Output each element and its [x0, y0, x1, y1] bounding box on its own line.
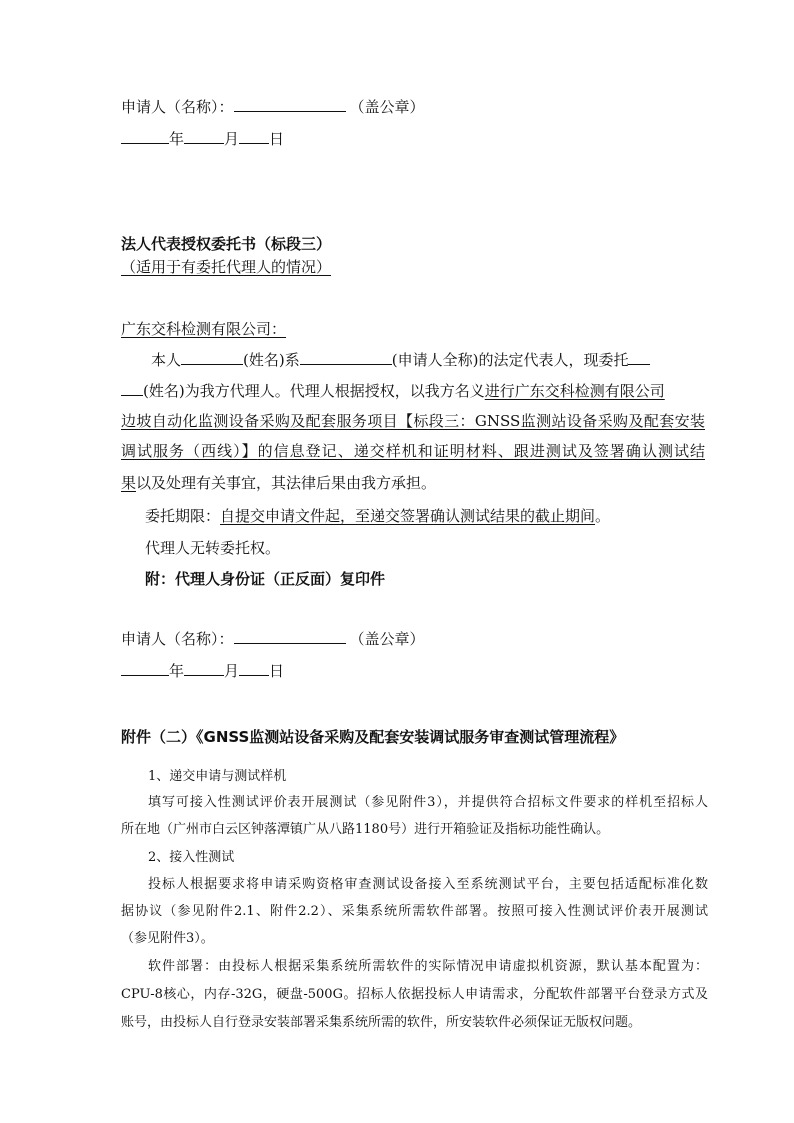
applicant-label: 申请人（名称）： [121, 98, 234, 116]
text-segment: 本人 [151, 351, 182, 369]
text-segment: (申请人全称)的法定代表人，现委托 [391, 351, 629, 369]
applicant-line-1 [121, 96, 425, 117]
paragraph-line-4 [121, 440, 705, 461]
date-line-1 [121, 128, 284, 149]
item2-line-1: 投标人根据要求将申请采购资格审查测试设备接入至系统测试平台，主要包括适配标准化数 [148, 877, 708, 892]
text-segment: (姓名)系 [243, 351, 300, 369]
underlined-segment: 果 [121, 474, 137, 492]
item1-heading: 1、递交申请与测试样机 [148, 769, 287, 784]
item3-line-1: 软件部署：由投标人根据采集系统所需软件的实际情况申请虚拟机资源，默认基本配置为： [148, 959, 708, 974]
item3-line-2: CPU-8核心，内存-32G，硬盘-500G。招标人依据投标人申请需求，分配软件部署平台登录方式及 [121, 987, 708, 1002]
seal-label: （盖公章） [349, 98, 425, 116]
no-subdelegation: 代理人无转委托权。 [145, 539, 281, 557]
authorization-title: 法人代表授权委托书（标段三） [121, 235, 332, 253]
paragraph-line-3: 边坡自动化监测设备采购及配套服务项目【标段三：GNSS监测站设备采购及配套安装 [121, 412, 705, 430]
recipient: 广东交科检测有限公司： [121, 320, 287, 338]
year-blank[interactable] [121, 129, 169, 144]
month-label: 月 [224, 662, 240, 680]
applicant-label: 申请人（名称）： [121, 630, 234, 648]
term-line [145, 505, 610, 526]
paragraph-line-2 [121, 380, 665, 401]
date-line-2 [121, 660, 284, 681]
paragraph-line-5 [121, 472, 436, 493]
agent-name-blank-a[interactable] [628, 350, 650, 365]
underlined-segment: 的信息登记、递交样机和证明材料、跟进测试及签署确认测试结 [257, 442, 705, 460]
underlined-segment: 进行广东交科检测有限公司 [484, 382, 665, 400]
term-value: 自提交申请文件起，至递交签署确认测试结果的截止期间 [220, 507, 596, 525]
text-segment: 以及处理有关事宜，其法律后果由我方承担。 [136, 474, 437, 492]
month-blank[interactable] [184, 129, 224, 144]
day-blank[interactable] [239, 129, 269, 144]
item1-line-1: 填写可接入性测试评价表开展测试（参见附件3），并提供符合招标文件要求的样机至招标人 [148, 795, 708, 810]
term-label: 委托期限： [145, 507, 221, 525]
day-label: 日 [269, 662, 285, 680]
applicant-fullname-blank[interactable] [300, 350, 392, 365]
item2-line-3: （参见附件3）。 [121, 931, 214, 946]
underlined-segment: 调试服务（西线）】 [121, 442, 258, 460]
attachment-note: 附：代理人身份证（正反面）复印件 [145, 570, 386, 588]
text-segment: (姓名)为我方代理人。代理人根据授权，以我方名义 [143, 382, 485, 400]
year-label: 年 [169, 662, 185, 680]
year-label: 年 [169, 130, 185, 148]
paragraph-line-1 [151, 349, 650, 370]
applicant-name-blank[interactable] [234, 97, 346, 112]
seal-label: （盖公章） [349, 630, 425, 648]
applicant-name-blank[interactable] [234, 629, 346, 644]
month-blank[interactable] [184, 661, 224, 676]
day-blank[interactable] [239, 661, 269, 676]
year-blank[interactable] [121, 661, 169, 676]
agent-name-blank-b[interactable] [121, 381, 143, 396]
annex-title: 附件（二）《GNSS监测站设备采购及配套安装调试服务审查测试管理流程》 [121, 728, 625, 746]
item2-line-2: 据协议（参见附件2.1、附件2.2）、采集系统所需软件部署。按照可接入性测试评价表开展测试 [121, 904, 708, 919]
month-label: 月 [224, 130, 240, 148]
principal-name-blank[interactable] [181, 350, 243, 365]
item1-line-2: 所在地（广州市白云区钟落潭镇广从八路1180号）进行开箱验证及指标功能性确认。 [121, 822, 610, 837]
day-label: 日 [269, 130, 285, 148]
authorization-subtitle: （适用于有委托代理人的情况） [121, 258, 332, 276]
item2-heading: 2、接入性测试 [148, 850, 235, 865]
term-end: 。 [595, 507, 611, 525]
applicant-line-2 [121, 628, 425, 649]
item3-line-3: 账号，由投标人自行登录安装部署采集系统所需的软件，所安装软件必须保证无版权问题。 [121, 1015, 642, 1030]
